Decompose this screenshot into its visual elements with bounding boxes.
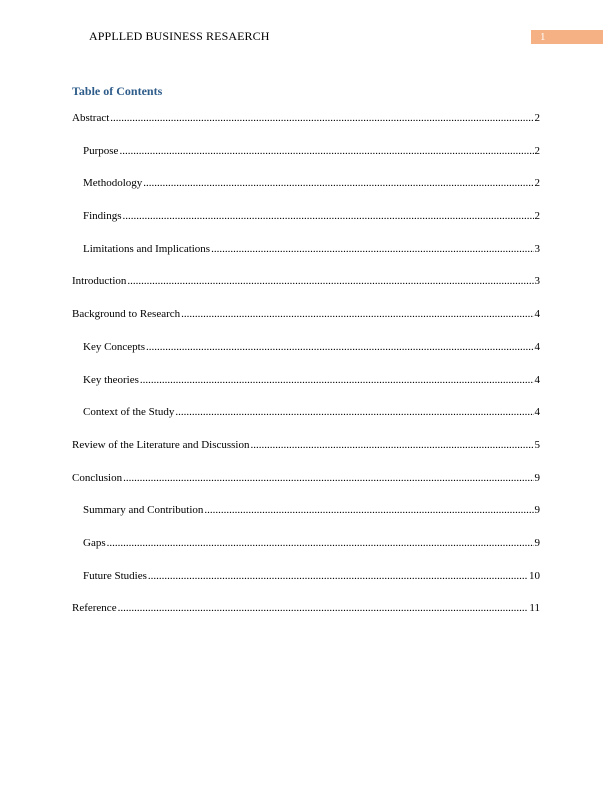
toc-entry-label: Summary and Contribution (83, 504, 204, 517)
toc-entry-limitations-and-implications[interactable] (72, 242, 540, 275)
toc-entry-key-theories[interactable] (72, 373, 540, 406)
toc-entry-page: 4 (534, 373, 540, 386)
toc-entry-methodology[interactable] (72, 176, 540, 209)
table-of-contents (72, 83, 540, 634)
toc-entry-findings[interactable] (72, 209, 540, 242)
toc-entry-page: 2 (534, 177, 540, 190)
toc-entry-label: Context of the Study (83, 406, 175, 419)
toc-dot-leader (250, 438, 533, 452)
toc-entry-summary-and-contribution[interactable] (72, 503, 540, 536)
toc-entry-background-to-research[interactable] (72, 307, 540, 340)
toc-entry-gaps[interactable] (72, 536, 540, 569)
toc-dot-leader (127, 274, 533, 288)
toc-entry-conclusion[interactable] (72, 471, 540, 504)
toc-heading: Table of Contents (72, 84, 163, 98)
toc-entry-label: Introduction (72, 275, 127, 288)
toc-entry-key-concepts[interactable] (72, 340, 540, 373)
toc-entry-page: 9 (534, 504, 540, 517)
toc-entry-label: Reference (72, 602, 117, 615)
page-number-badge (531, 30, 603, 44)
toc-entry-page: 5 (534, 438, 540, 451)
toc-entry-page: 4 (534, 340, 540, 353)
toc-entry-label: Key Concepts (83, 340, 146, 353)
toc-entry-page: 9 (534, 536, 540, 549)
toc-dot-leader (211, 242, 533, 256)
toc-entry-page: 3 (534, 242, 540, 255)
toc-dot-leader (123, 471, 533, 485)
page-header (0, 28, 612, 46)
toc-entry-label: Purpose (83, 144, 119, 157)
toc-entry-label: Gaps (83, 536, 106, 549)
toc-entry-label: Abstract (72, 112, 110, 124)
toc-entry-context-of-the-study[interactable] (72, 405, 540, 438)
toc-entry-review-of-the-literature[interactable] (72, 438, 540, 471)
toc-entry-future-studies[interactable] (72, 569, 540, 602)
toc-entry-label: Methodology (83, 177, 143, 190)
toc-entry-reference[interactable] (72, 601, 540, 634)
toc-entry-page: 2 (534, 210, 540, 223)
toc-dot-leader (107, 536, 534, 550)
toc-dot-leader (148, 569, 528, 583)
toc-dot-leader (119, 144, 533, 158)
toc-dot-leader (143, 176, 533, 190)
toc-entry-page: 2 (534, 112, 540, 124)
toc-dot-leader (123, 209, 534, 223)
toc-entry-page: 4 (534, 308, 540, 321)
toc-entry-label: Findings (83, 210, 122, 223)
toc-entry-label: Review of the Literature and Discussion (72, 438, 250, 451)
toc-entry-label: Future Studies (83, 569, 147, 582)
toc-dot-leader (204, 503, 533, 517)
toc-entry-page: 10 (529, 569, 540, 582)
toc-entry-introduction[interactable] (72, 274, 540, 307)
running-head-title: APPLLED BUSINESS RESAERCH (89, 29, 270, 43)
toc-dot-leader (181, 307, 533, 321)
toc-dot-leader (110, 111, 533, 125)
toc-entry-label: Key theories (83, 373, 139, 386)
toc-dot-leader (146, 340, 533, 354)
toc-entry-page: 2 (534, 144, 540, 157)
toc-entry-purpose[interactable] (72, 144, 540, 177)
toc-entry-label: Conclusion (72, 471, 123, 484)
toc-entry-page: 11 (529, 602, 540, 615)
toc-entry-abstract[interactable] (72, 111, 540, 144)
toc-entry-page: 9 (534, 471, 540, 484)
toc-dot-leader (175, 405, 533, 419)
page-number: 1 (540, 31, 546, 43)
toc-dot-leader (118, 601, 529, 615)
toc-entry-page: 4 (534, 406, 540, 419)
toc-list (72, 111, 540, 634)
toc-entry-page: 3 (534, 275, 540, 288)
toc-dot-leader (140, 373, 534, 387)
toc-entry-label: Limitations and Implications (83, 242, 211, 255)
toc-entry-label: Background to Research (72, 308, 181, 321)
